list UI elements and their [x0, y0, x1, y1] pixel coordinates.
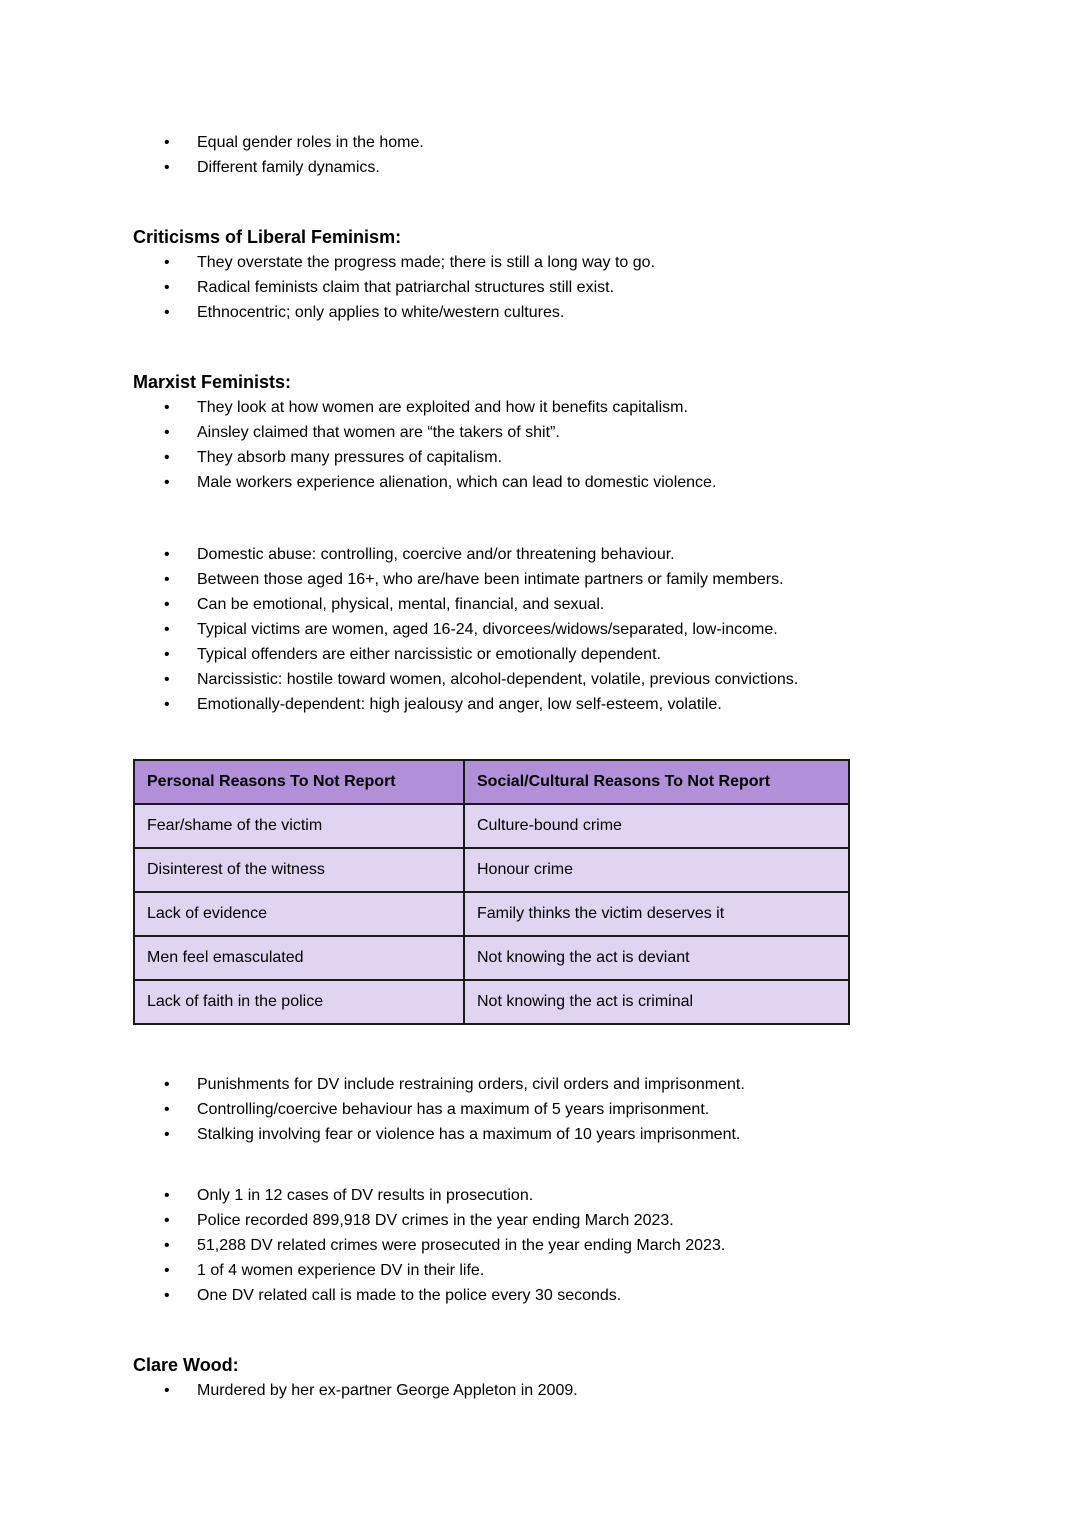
table-cell: Fear/shame of the victim: [134, 804, 464, 848]
bullet-item: • Emotionally-dependent: high jealousy and anger, low self-esteem, volatile.: [133, 692, 947, 717]
table-row: [134, 936, 849, 980]
bullet-item: • Murdered by her ex-partner George Appleton in 2009.: [133, 1378, 947, 1403]
table-cell: Disinterest of the witness: [134, 848, 464, 892]
table-cell: Culture-bound crime: [464, 804, 849, 848]
table-cell: Family thinks the victim deserves it: [464, 892, 849, 936]
punishments-bullet-list: [133, 1072, 947, 1147]
marxist-bullet-list: [133, 395, 947, 495]
bullet-item: • Typical offenders are either narcissistic or emotionally dependent.: [133, 642, 947, 667]
bullet-item: • Ethnocentric; only applies to white/western cultures.: [133, 300, 947, 325]
bullet-item: • Narcissistic: hostile toward women, alcohol-dependent, volatile, previous convictions.: [133, 667, 947, 692]
reasons-to-not-report-table: [133, 759, 850, 1025]
table-cell: Honour crime: [464, 848, 849, 892]
bullet-item: • They look at how women are exploited and how it benefits capitalism.: [133, 395, 947, 420]
bullet-item: • Only 1 in 12 cases of DV results in prosecution.: [133, 1183, 947, 1208]
bullet-item: • Different family dynamics.: [133, 155, 947, 180]
table-cell: Lack of faith in the police: [134, 980, 464, 1024]
bullet-item: • Stalking involving fear or violence has a maximum of 10 years imprisonment.: [133, 1122, 947, 1147]
table-header-social: Social/Cultural Reasons To Not Report: [464, 760, 849, 804]
bullet-item: • Controlling/coercive behaviour has a maximum of 5 years imprisonment.: [133, 1097, 947, 1122]
bullet-item: • Can be emotional, physical, mental, financial, and sexual.: [133, 592, 947, 617]
bullet-item: • They overstate the progress made; there is still a long way to go.: [133, 250, 947, 275]
bullet-item: • Equal gender roles in the home.: [133, 130, 947, 155]
bullet-item: • Typical victims are women, aged 16-24, divorcees/widows/separated, low-income.: [133, 617, 947, 642]
clare-wood-bullet-list: [133, 1378, 947, 1403]
table-cell: Lack of evidence: [134, 892, 464, 936]
table-cell: Men feel emasculated: [134, 936, 464, 980]
statistics-bullet-list: [133, 1183, 947, 1308]
bullet-item: • Domestic abuse: controlling, coercive and/or threatening behaviour.: [133, 542, 947, 567]
bullet-item: • 1 of 4 women experience DV in their life.: [133, 1258, 947, 1283]
table-cell: Not knowing the act is deviant: [464, 936, 849, 980]
table-header-row: [134, 760, 849, 804]
bullet-item: • They absorb many pressures of capitalism.: [133, 445, 947, 470]
bullet-item: • Radical feminists claim that patriarchal structures still exist.: [133, 275, 947, 300]
bullet-item: • 51,288 DV related crimes were prosecuted in the year ending March 2023.: [133, 1233, 947, 1258]
criticisms-bullet-list: [133, 250, 947, 325]
table-row: [134, 848, 849, 892]
section-heading-criticisms: Criticisms of Liberal Feminism:: [133, 227, 402, 247]
section-heading-clare-wood: Clare Wood:: [133, 1355, 239, 1375]
table-cell: Not knowing the act is criminal: [464, 980, 849, 1024]
bullet-item: • Between those aged 16+, who are/have been intimate partners or family members.: [133, 567, 947, 592]
top-bullet-list: [133, 130, 947, 180]
section-heading-marxist: Marxist Feminists:: [133, 372, 292, 392]
bullet-item: • Male workers experience alienation, which can lead to domestic violence.: [133, 470, 947, 495]
domestic-abuse-bullet-list: [133, 542, 947, 717]
table-row: [134, 804, 849, 848]
bullet-item: • One DV related call is made to the police every 30 seconds.: [133, 1283, 947, 1308]
table-header-personal: Personal Reasons To Not Report: [134, 760, 464, 804]
table-row: [134, 892, 849, 936]
bullet-item: • Police recorded 899,918 DV crimes in the year ending March 2023.: [133, 1208, 947, 1233]
bullet-item: • Punishments for DV include restraining orders, civil orders and imprisonment.: [133, 1072, 947, 1097]
table-row: [134, 980, 849, 1024]
bullet-item: • Ainsley claimed that women are “the takers of shit”.: [133, 420, 947, 445]
